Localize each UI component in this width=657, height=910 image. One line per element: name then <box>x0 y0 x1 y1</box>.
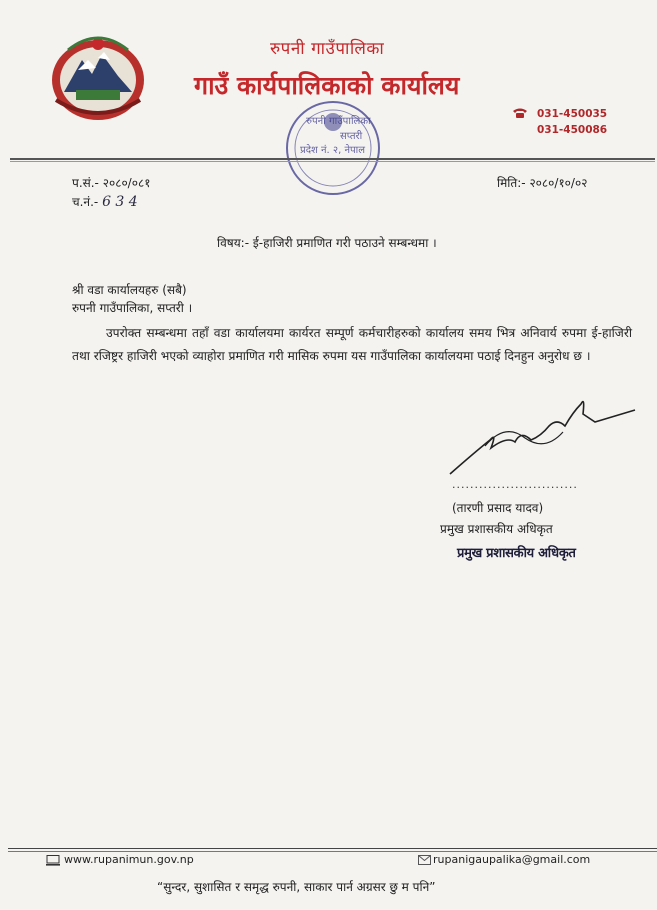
email-link[interactable]: rupanigaupalika@gmail.com <box>433 853 591 866</box>
header-divider <box>10 158 655 160</box>
letter-body: उपरोक्त सम्बन्धमा तहाँ वडा कार्यालयमा कार्यरत सम्पूर्ण कर्मचारीहरुको कार्यालय समय भित्र अनिवार्य रुपमा ई-हाजिरी तथा रजिष्ट्रर हाजिरी भएको व्याहोरा प्रमाणित गरी मासिक रुपमा यस गाउँपालिका कार्यालयमा पठाई दिनहुन अनुरोध छ । <box>72 326 632 363</box>
letter-subject: विषय:- ई-हाजिरी प्रमाणित गरी पठाउने सम्बन्धमा । <box>217 236 437 250</box>
addressee-line-1: श्री वडा कार्यालयहरु (सबै) <box>72 283 187 297</box>
chalani-value: 6 3 4 <box>102 194 138 210</box>
signatory-title: प्रमुख प्रशासकीय अधिकृत <box>440 522 553 536</box>
patra-label: प.सं.- <box>72 176 99 190</box>
municipality-motto: “सुन्दर, सुशासित र समृद्ध रुपनी, साकार पार्न अग्रसर छु म पनि” <box>157 880 436 894</box>
letter-date <box>497 174 587 191</box>
date-value: २०८०/१०/०२ <box>529 176 588 190</box>
stamp-line-2: सप्तरी <box>340 131 363 142</box>
header-divider-thin <box>10 161 655 162</box>
stamp-line-1: रुपनी गाउँपालिका <box>306 116 371 127</box>
nepal-emblem-icon <box>48 30 148 122</box>
signatory-name: (तारणी प्रसाद यादव) <box>452 501 544 515</box>
stamp-line-3: प्रदेश नं. २, नेपाल <box>300 145 366 156</box>
patra-value: २०८०/०८१ <box>102 176 151 190</box>
phone-number-2: 031-450086 <box>537 124 608 136</box>
date-label: मिति:- <box>497 176 526 190</box>
footer-divider-thin <box>8 851 657 852</box>
handwritten-signature <box>445 392 640 482</box>
chalani-number <box>72 193 138 210</box>
phone-number-1: 031-450035 <box>537 108 608 120</box>
addressee-line-2: रुपनी गाउँपालिका, सप्तरी । <box>72 301 193 315</box>
office-subtitle: रुपनी गाउँपालिका <box>270 39 385 59</box>
patra-sankhya <box>72 174 150 191</box>
chalani-label: च.नं.- <box>72 195 99 209</box>
signature-line: ............................ <box>452 478 578 491</box>
computer-icon <box>46 855 60 866</box>
signatory-title-stamp: प्रमुख प्रशासकीय अधिकृत <box>457 546 576 561</box>
email-icon <box>418 855 431 865</box>
office-title: गाउँ कार्यपालिकाको कार्यालय <box>194 71 460 100</box>
website-link[interactable]: www.rupanimun.gov.np <box>64 853 194 866</box>
footer-divider <box>8 848 657 849</box>
telephone-icon <box>512 107 528 119</box>
